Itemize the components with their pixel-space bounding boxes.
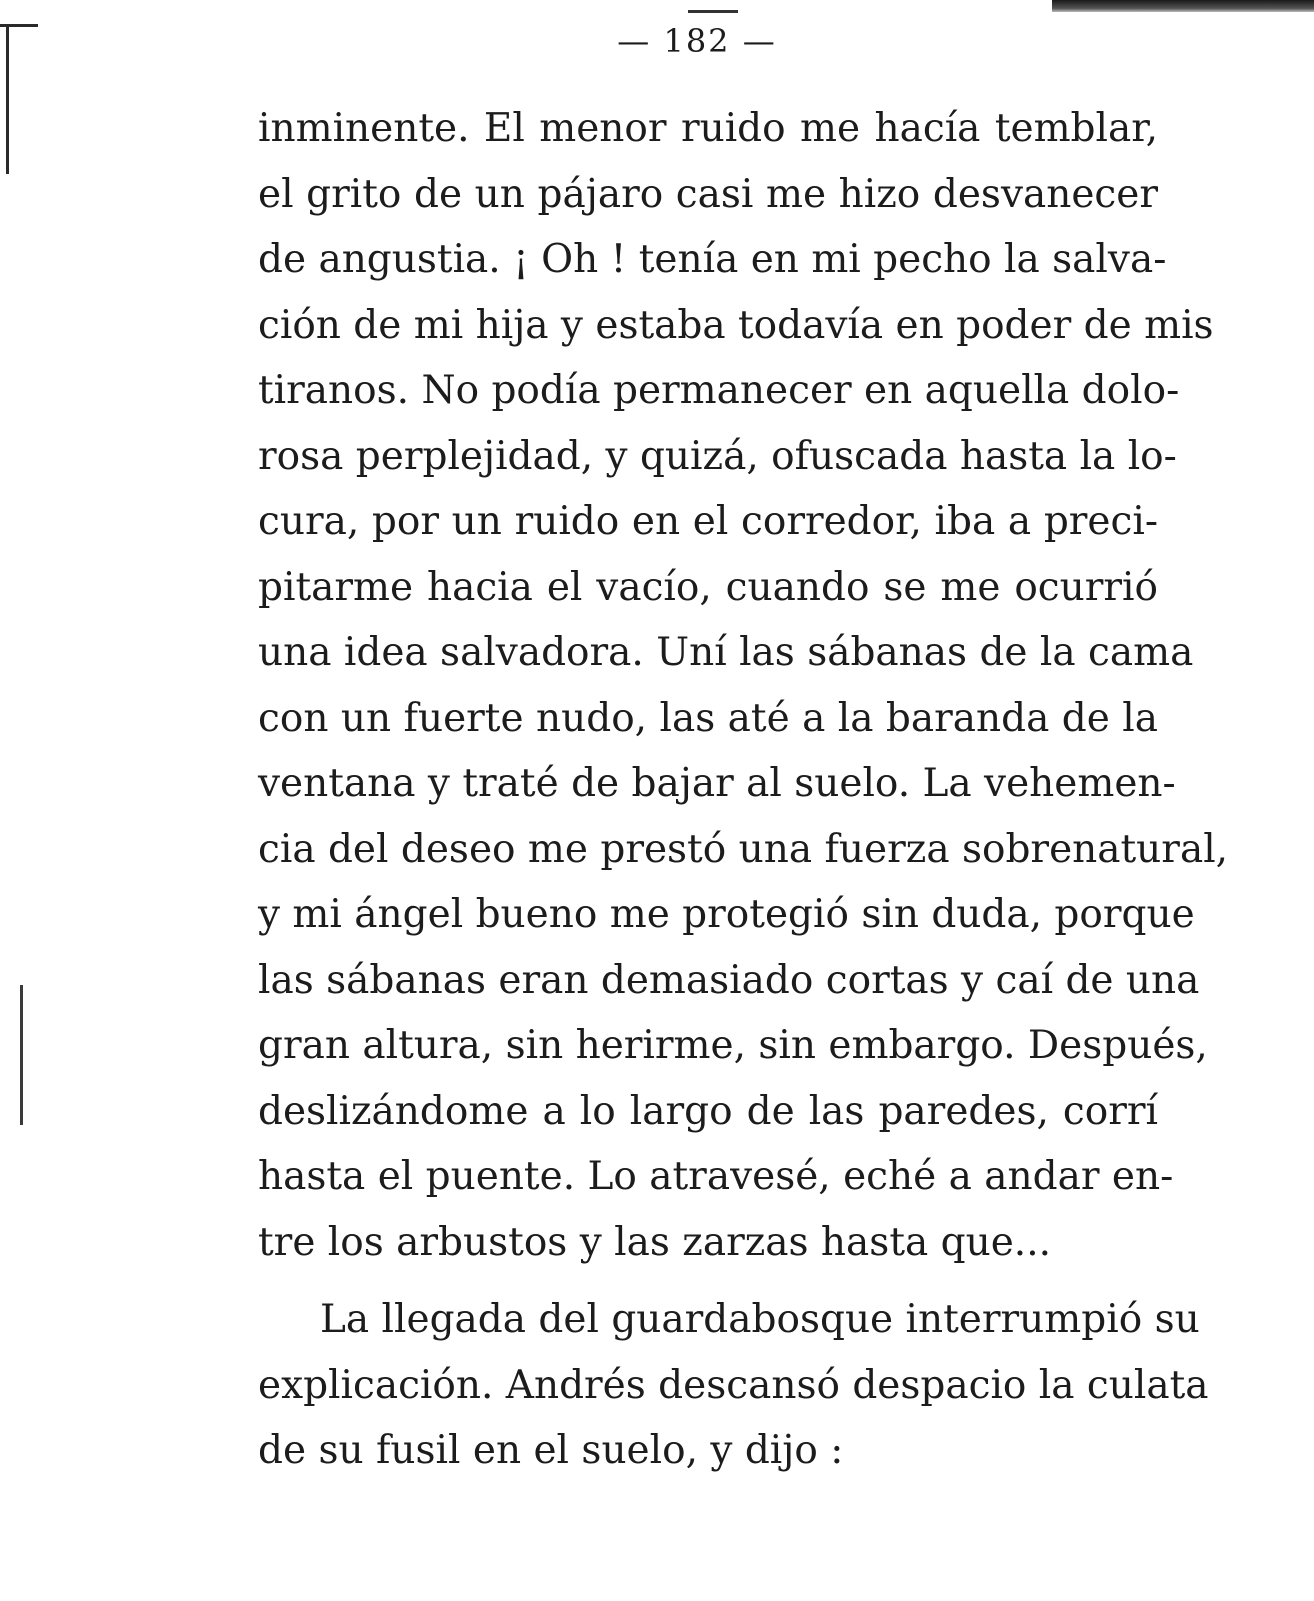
scan-side-line	[20, 985, 23, 1125]
text-line: rosa perplejidad, y quizá, ofuscada hasta la lo-	[258, 433, 1177, 479]
text-line: gran altura, sin herirme, sin embargo. Después,	[258, 1023, 1208, 1068]
paragraph-1	[258, 96, 1229, 1275]
text-line: una idea salvadora. Uní las sábanas de la cama	[258, 630, 1194, 675]
text-line: de su fusil en el suelo, y dijo :	[258, 1428, 844, 1473]
text-line: inminente. El menor ruido me hacía temblar,	[258, 106, 1158, 151]
body-text	[258, 96, 1229, 1484]
header-rule	[688, 10, 738, 13]
text-line: ventana y traté de bajar al suelo. La vehemen-	[258, 761, 1176, 806]
text-line: el grito de un pájaro casi me hizo desvanecer	[258, 171, 1158, 217]
text-line: ción de mi hija y estaba todavía en poder de mis	[258, 302, 1214, 348]
text-line: cia del deseo me prestó una fuerza sobrenatural,	[258, 826, 1229, 872]
text-line: deslizándome a lo largo de las paredes, corrí	[258, 1088, 1158, 1134]
text-line: La llegada del guardabosque interrumpió su	[320, 1297, 1200, 1342]
text-line: tiranos. No podía permanecer en aquella dolo-	[258, 368, 1180, 413]
text-line: explicación. Andrés descansó despacio la culata	[258, 1362, 1209, 1408]
text-line: y mi ángel bueno me protegió sin duda, porque	[258, 892, 1195, 937]
text-line: con un fuerte nudo, las até a la baranda de la	[258, 695, 1158, 741]
page-number: — 182 —	[617, 22, 777, 60]
text-line: pitarme hacia el vacío, cuando se me ocurrió	[258, 564, 1158, 610]
text-line: cura, por un ruido en el corredor, iba a preci-	[258, 499, 1158, 544]
text-line: tre los arbustos y las zarzas hasta que...	[258, 1219, 1051, 1265]
paragraph-2	[258, 1287, 1209, 1484]
text-line: las sábanas eran demasiado cortas y caí de una	[258, 957, 1200, 1003]
text-line: de angustia. ¡ Oh ! tenía en mi pecho la salva-	[258, 237, 1167, 282]
text-line: hasta el puente. Lo atravesé, eché a andar en-	[258, 1154, 1174, 1199]
scan-edge-rule	[1052, 0, 1314, 12]
